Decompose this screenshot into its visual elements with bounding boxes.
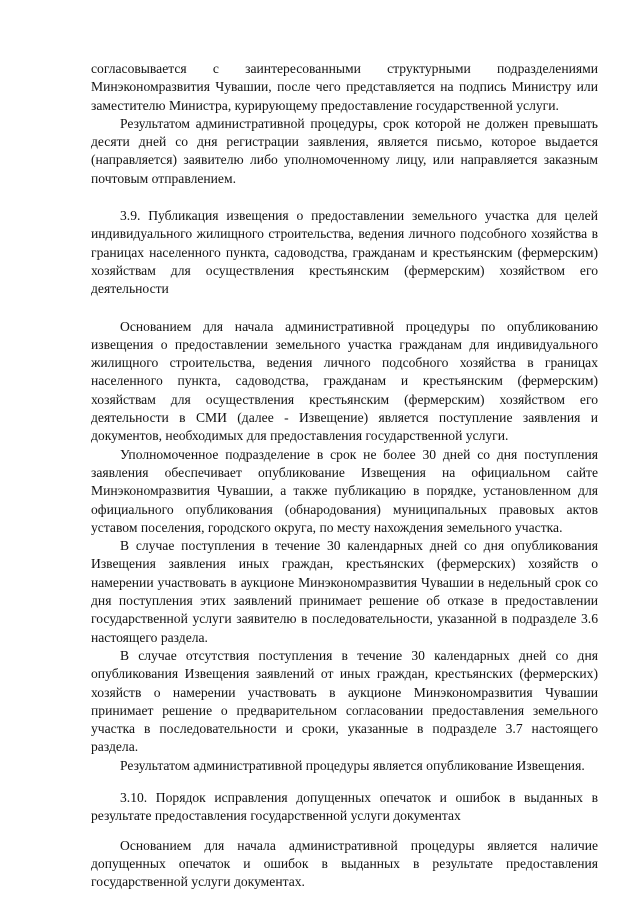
- section-heading-3-9: 3.9. Публикация извещения о предоставлении земельного участка для целей индивидуального жилищного строительства, ведения личного подсобного хозяйства в границах населенного пункта, садоводства, гражданам и крестьянским (фермерским) хозяйствам для осуществления крестьянским (фермерским) хозяйством его деятельности: [91, 208, 598, 297]
- paragraph-grounds-correction: Основанием для начала административной процедуры является наличие допущенных опечаток и ошибок в выданных в результате предоставления государственной услуги документах.: [91, 837, 598, 890]
- document-page: [91, 60, 598, 891]
- paragraph-grounds-publication: Основанием для начала административной процедуры по опубликованию извещения о предоставлении земельного участка гражданам для индивидуального жилищного строительства, ведения личного подсобного хозяйства в границах населенного пункта, садоводства, гражданам и крестьянским (фермерским) хозяйствам для осуществления крестьянским (фермерским) хозяйством его деятельности в СМИ (далее - Извещение) является поступление заявления и документов, необходимых для предоставления государственной услуги.: [91, 318, 598, 444]
- spacer: [91, 188, 598, 207]
- section-heading-3-10: 3.10. Порядок исправления допущенных опечаток и ошибок в выданных в результате предоставления государственной услуги документах: [91, 789, 598, 824]
- paragraph-result-publication: Результатом административной процедуры является опубликование Извещения.: [120, 757, 585, 773]
- paragraph-no-applications: В случае отсутствия поступления в течение 30 календарных дней со дня опубликования Извещения заявлений от иных граждан, крестьянских (фермерских) хозяйств о намерении участвовать в аукционе Минэкономразвития Чувашии принимает решение о предварительном согласовании предоставления земельного участка в последовательности и сроки, указанные в подразделе 3.7 настоящего раздела.: [91, 647, 598, 755]
- paragraph-result-letter: Результатом административной процедуры, срок которой не должен превышать десяти дней со дня регистрации заявления, является письмо, которое выдается (направляется) заявителю либо уполномоченному лицу, или направляется заказным почтовым отправлением.: [91, 115, 598, 186]
- paragraph-publication-term: Уполномоченное подразделение в срок не более 30 дней со дня поступления заявления обеспечивает опубликование Извещения на официальном сайте Минэкономразвития Чувашии, а также публикацию в порядке, установленном для официального опубликования (обнародования) муниципальных правовых актов уставом поселения, городского округа, по месту нахождения земельного участка.: [91, 446, 598, 535]
- spacer: [91, 826, 598, 837]
- paragraph-approval-continuation: согласовывается с заинтересованными структурными подразделениями Минэкономразвития Чувашии, после чего представляется на подпись Министру или заместителю Министра, курирующему предоставление государственной услуги.: [91, 61, 598, 113]
- spacer: [91, 775, 598, 789]
- paragraph-other-applications: В случае поступления в течение 30 календарных дней со дня опубликования Извещения заявления иных граждан, крестьянских (фермерских) хозяйств о намерении участвовать в аукционе Минэкономразвития Чувашии в недельный срок со дня поступления этих заявлений принимает решение об отказе в предоставлении государственной услуги заявителю в последовательности, указанной в подразделе 3.6 настоящего раздела.: [91, 538, 598, 645]
- spacer: [91, 299, 598, 318]
